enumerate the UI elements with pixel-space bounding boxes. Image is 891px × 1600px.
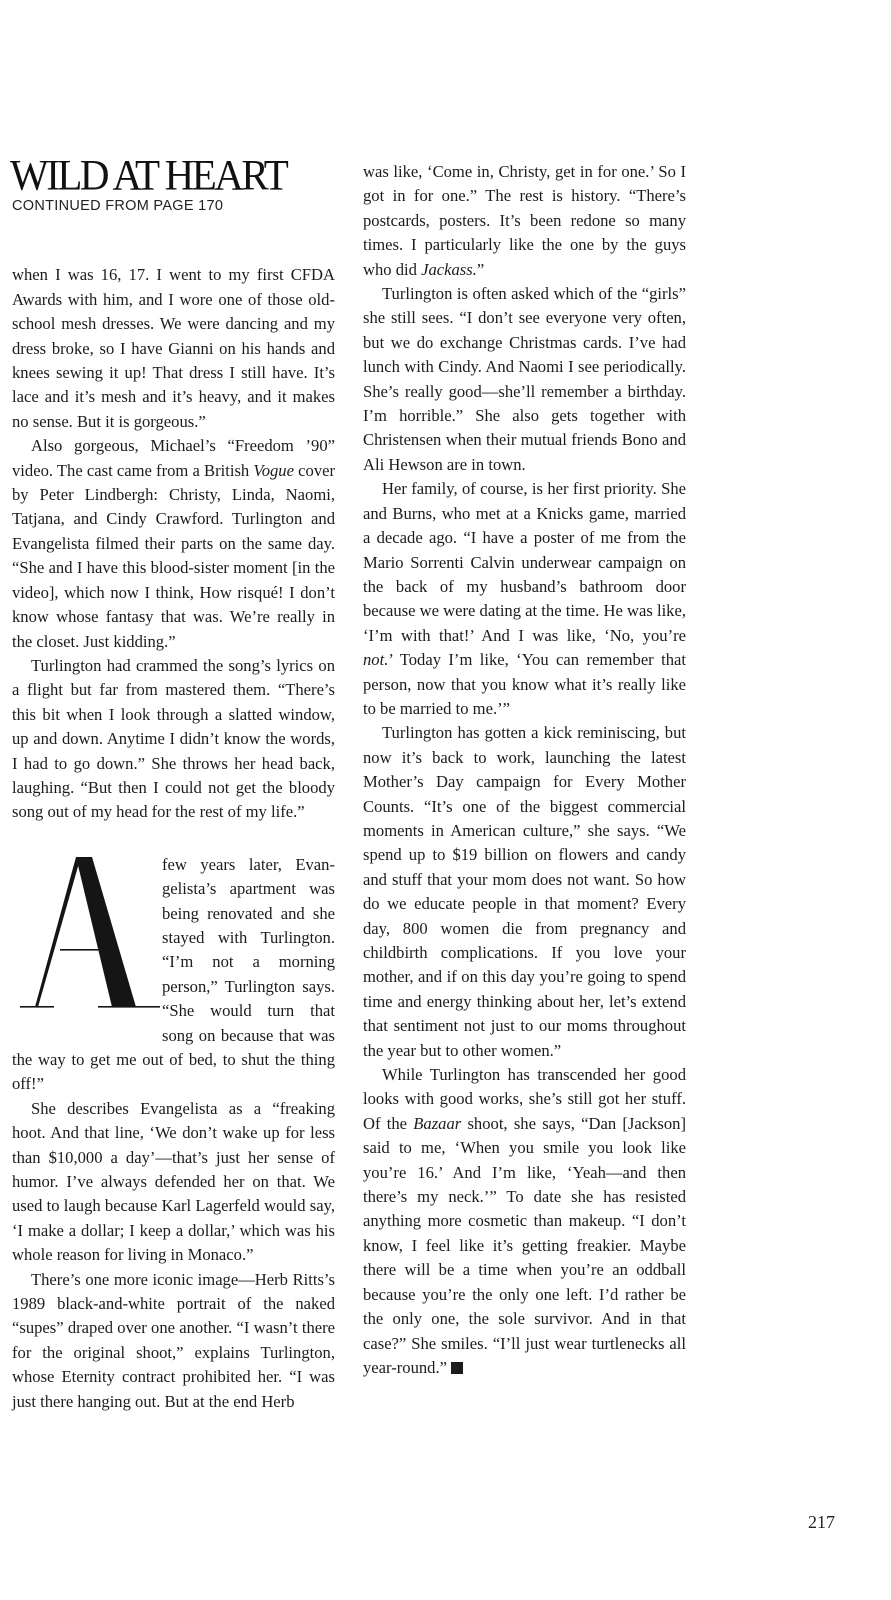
dropcap-paragraph (12, 853, 335, 1097)
dropcap-letter (12, 853, 162, 1028)
headline: WILD AT HEART (10, 150, 287, 200)
paragraph: Turlington has gotten a kick reminiscing, but now it’s back to work, launching the latest Mother’s Day campaign for Every Mother Counts. “It’s one of the biggest commercial moments in American culture,” she says. “We spend up to $19 billion on flowers and candy and stuff that your mom does not want. So how do we educate people in that moment? Every day, 800 women die from pregnancy and childbirth complications. If you love your mother, and if on this day you’re going to spend time and energy thinking about her, let’s extend that sentiment not just to our moms throughout the year but to other women.” (363, 723, 686, 1060)
paragraph: Also gorgeous, Michael’s “Freedom ’90” video. The cast came from a British Vogue cover by Peter Lindbergh: Christy, Linda, Naomi, Tatjana, and Cindy Crawford. Turlington and Evangelista filmed their parts on the same day. “She and I have this blood-sister moment [in the video], which now I think, How risqué! I don’t know whose fantasy that was. We’re really in the closet. Just kidding.” (12, 436, 336, 651)
end-mark-icon (451, 1362, 463, 1374)
right-column (363, 160, 686, 1380)
paragraph: Her family, of course, is her first priority. She and Burns, who met at a Knicks game, married a decade ago. “I have a poster of me from the Mario Sorrenti Calvin underwear campaign on the back of my husband’s bathroom door because we were dating at the time. He was like, ‘I’m with that!’ And I was like, ‘No, you’re not.’ Today I’m like, ‘You can remember that person, now that you know what it’s really like to be married to me.’” (363, 479, 686, 718)
paragraph: Turlington had crammed the song’s lyrics on a flight but far from mastered them. “There’s this bit when I look through a slatted window, up and down. Anytime I didn’t know the words, I had to go down.” She throws her head back, laughing. “But then I could not get the bloody song out of my head for the rest of my life.” (12, 655, 335, 822)
continued-from-line: CONTINUED FROM PAGE 170 (12, 198, 224, 214)
paragraph: Turlington is often asked which of the “girls” she still sees. “I don’t see everyone very often, but we do exchange Christmas cards. I’ve had lunch with Cindy. And Naomi I see periodically. She’s really good—she’ll remember a birthday. I’m horrible.” She also gets together with Christensen when their mutual friends Bono and Ali Hewson are in town. (363, 284, 686, 474)
paragraph: While Turlington has transcended her good looks with good works, she’s still got her stuff. Of the Bazaar shoot, she says, “Dan [Jackson] said to me, ‘When you smile you look like you’re 16.’ And I’m like, ‘Yeah—and then there’s my neck.’” To date she has resisted anything more cosmetic than makeup. “I don’t know, I feel like it’s getting freakier. Maybe there will be a time when you’re an oddball because you’re the only one left. I’d rather be the only one, the sole survivor. And in that case?” She smiles. “I’ll just wear turtlenecks all year-round.” (363, 1065, 686, 1377)
paragraph: when I was 16, 17. I went to my first CFDA Awards with him, and I wore one of those old-school mesh dresses. We were dancing and my dress broke, so I have Gianni on his hands and knees sewing it up! That dress I still have. It’s lace and it’s mesh and it’s heavy, and it makes no sense. But it is gorgeous.” (12, 265, 335, 431)
paragraph: She describes Evangelista as a “freaking hoot. And that line, ‘We don’t wake up for less than $10,000 a day’—that’s just her sense of humor. I’ve always defended her on that. We used to laugh because Karl Lagerfeld would say, ‘I make a dollar; I keep a dollar,’ which was his whole reason for living in Monaco.” (12, 1098, 335, 1265)
page-number: 217 (808, 1512, 835, 1532)
left-column (12, 150, 335, 1414)
paragraph: There’s one more iconic image—Herb Ritts’s 1989 black-and-white portrait of the naked “supes” draped over one another. “I wasn’t there for the original shoot,” explains Turlington, whose Eternity contract prohibited her. “I was just there hanging out. But at the end Herb (12, 1269, 335, 1411)
paragraph: few years later, Evangelista’s apartment was being renovated and she stayed with Turlington. “I’m not a morning person,” Turlington says. “She would turn that song on because that was the way to get me out of bed, to shut the thing off!” (12, 854, 335, 1094)
paragraph: was like, ‘Come in, Christy, get in for one.’ So I got in for one.” The rest is history. “There’s postcards, posters. It’s been redone so many times. I particularly like the one by the guys who did Jackass.” (363, 162, 686, 279)
